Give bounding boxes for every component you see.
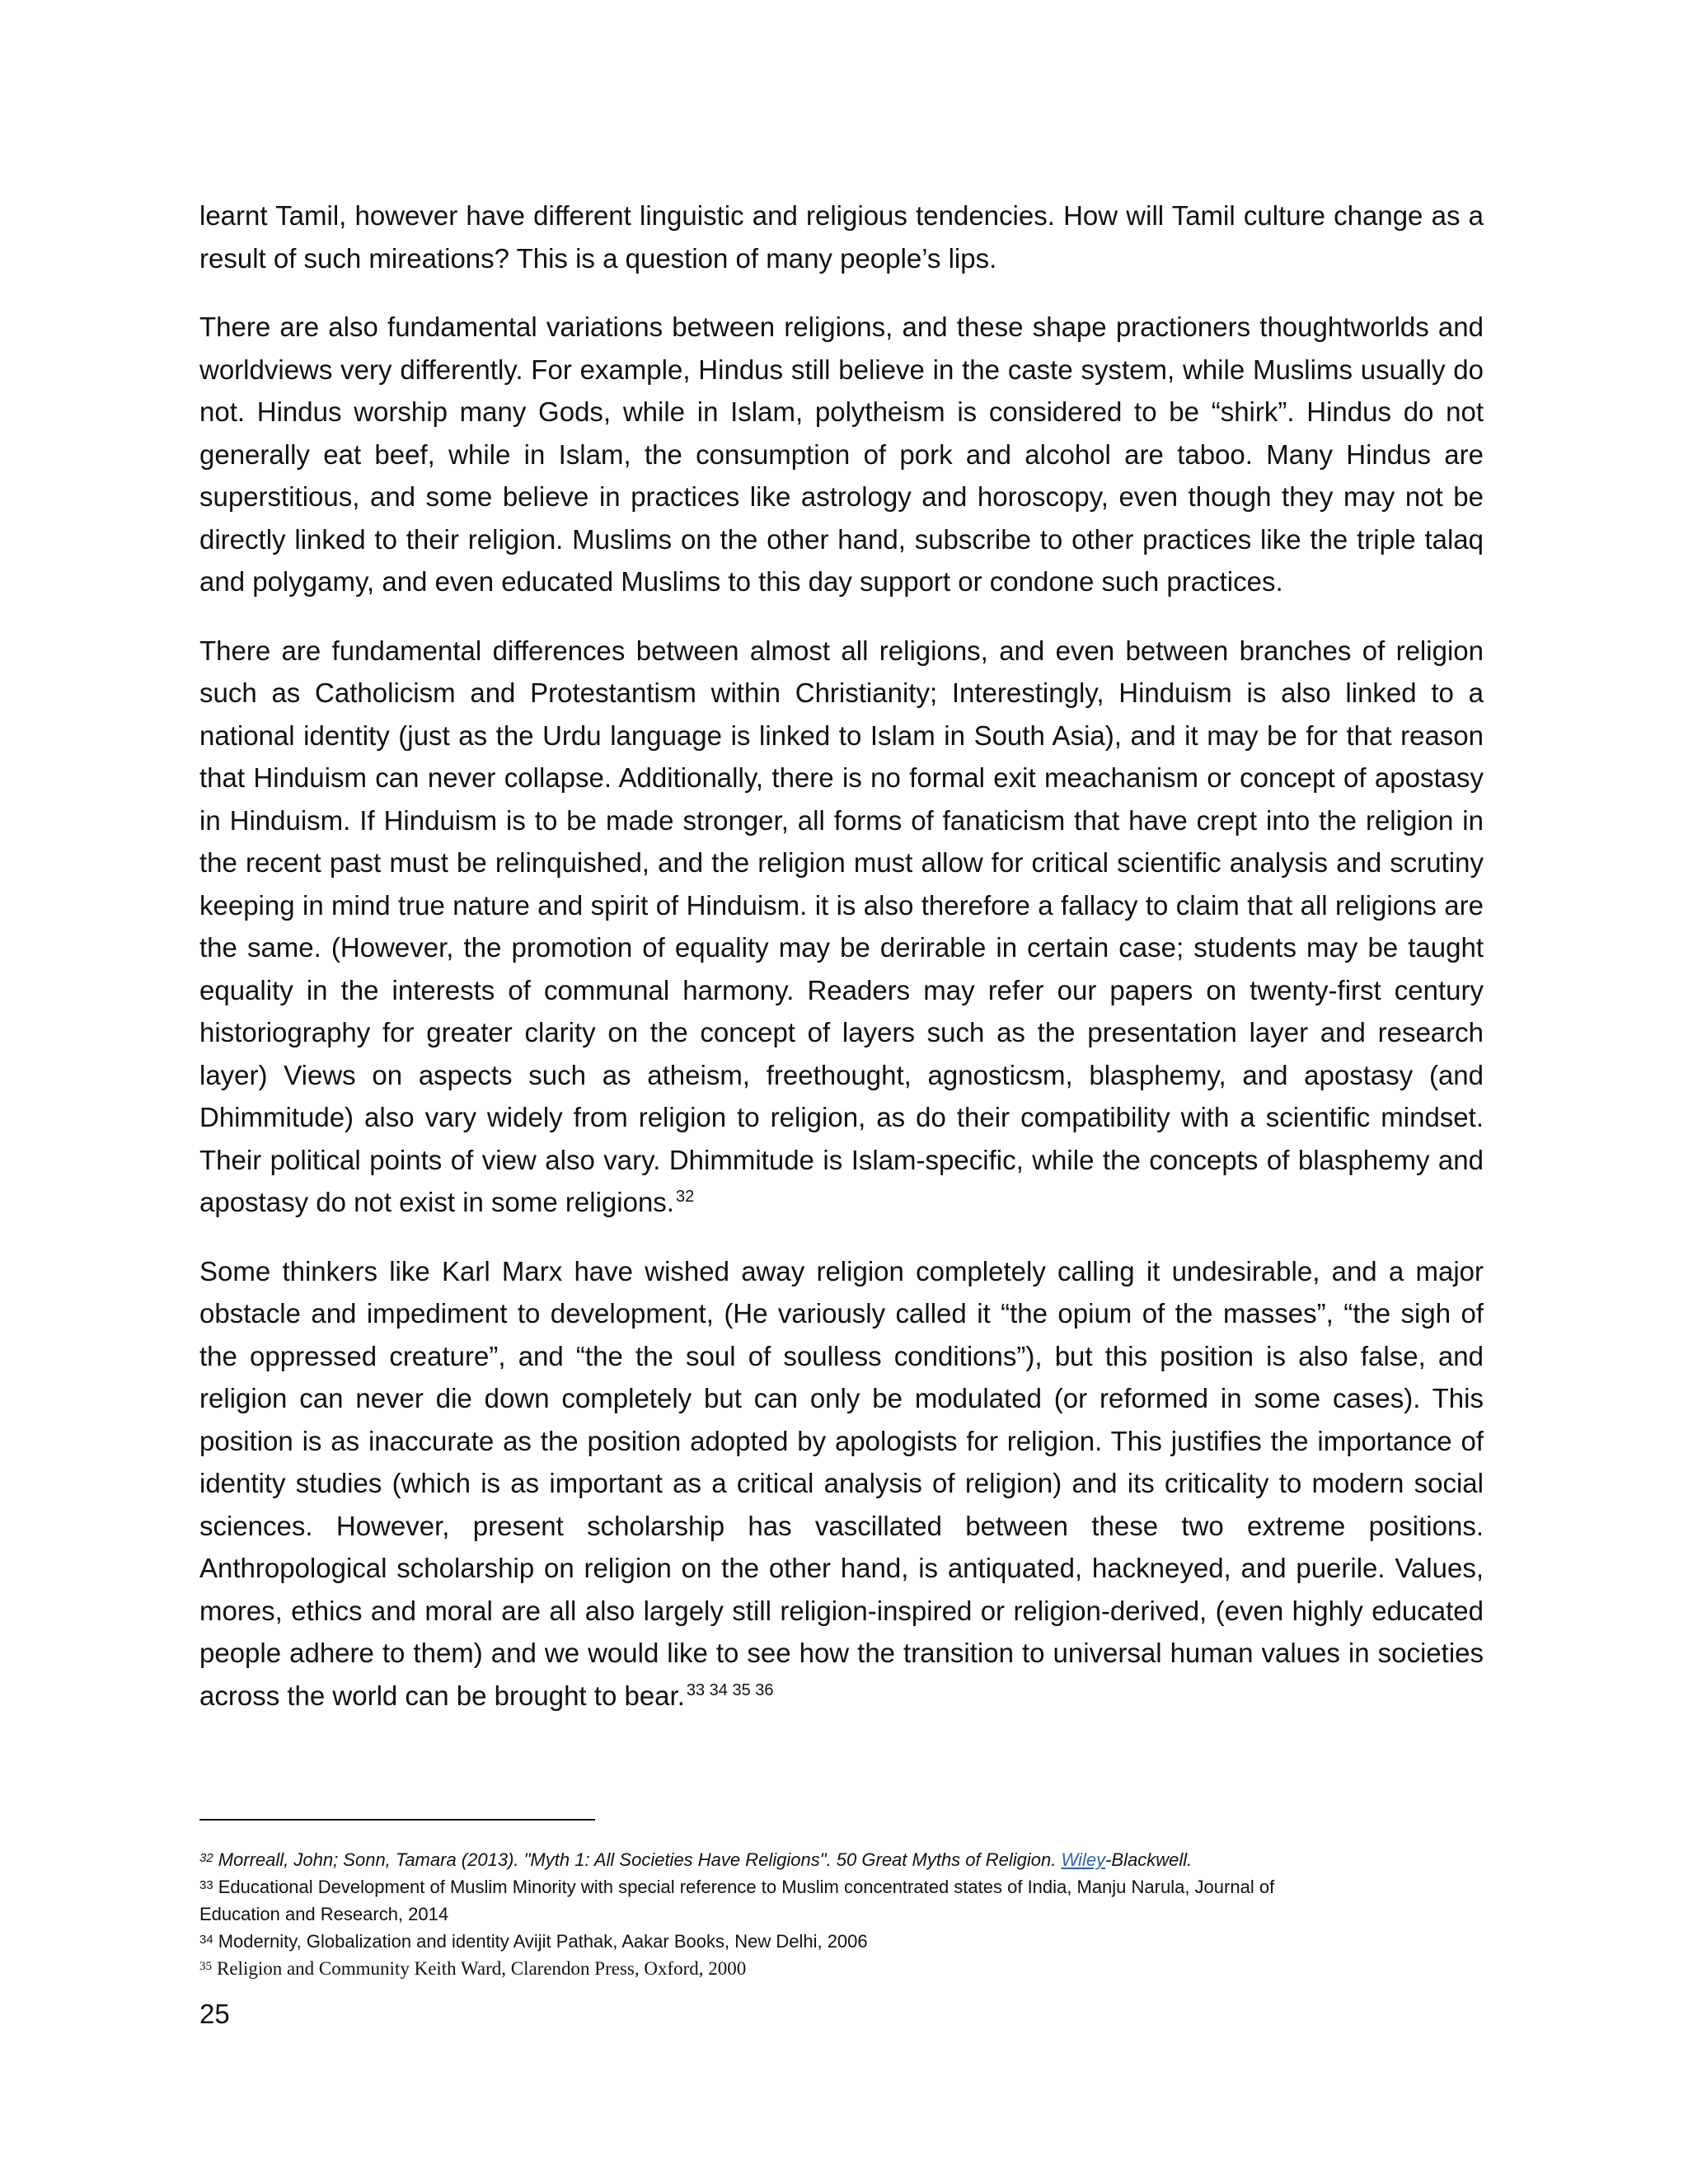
paragraph-1 [199, 194, 1484, 279]
footnote-number: 33 [199, 1878, 213, 1892]
body-text [199, 194, 1484, 1743]
footnote-number: 34 [199, 1933, 213, 1947]
footnote-number: 32 [199, 1851, 213, 1865]
footnote-35-text: Religion and Community Keith Ward, Clarendon Press, Oxford, 2000 [217, 1958, 747, 1979]
footnotes [199, 1846, 1484, 1982]
footnote-number: 35 [199, 1960, 212, 1973]
paragraph-2-text: There are also fundamental variations between religions, and these shape practioners thoughtworlds and worldviews very differently. For example, Hindus still believe in the caste system, while Muslims usually do not. Hindus worship many Gods, while in Islam, polytheism is considered to be “shirk”. Hindus do not generally eat beef, while in Islam, the consumption of pork and alcohol are taboo. Many Hindus are superstitious, and some believe in practices like astrology and horoscopy, even though they may not be directly linked to their religion. Muslims on the other hand, subscribe to other practices like the triple talaq and polygamy, and even educated Muslims to this day support or condone such practices. [199, 312, 1484, 597]
footnote-33-text: Educational Development of Muslim Minority with special reference to Muslim concentrated states of India, Manju Narula, Journal of [218, 1877, 1275, 1897]
paragraph-1-text: learnt Tamil, however have different linguistic and religious tendencies. How will Tamil culture change as a result of such mireations? This is a question of many people’s lips. [199, 200, 1484, 274]
footnote-32-text-end: -Blackwell. [1105, 1849, 1193, 1870]
footnote-33 [199, 1873, 1484, 1928]
wiley-link[interactable]: Wiley [1061, 1849, 1106, 1870]
footnote-ref-33-36[interactable]: 33 34 35 36 [686, 1680, 774, 1699]
paragraph-4-text: Some thinkers like Karl Marx have wished away religion completely calling it undesirable, and a major obstacle and impediment to development, (He variously called it “the opium of the masses”, “the sigh of the oppressed creature”, and “the the soul of soulless conditions”), but this position is also false, and religion can never die down completely but can only be modulated (or reformed in some cases). This position is as inaccurate as the position adopted by apologists for religion. This justifies the importance of identity studies (which is as important as a critical analysis of religion) and its criticality to modern social sciences. However, present scholarship has vascillated between these two extreme positions. Anthropological scholarship on religion on the other hand, is antiquated, hackneyed, and puerile. Values, mores, ethics and moral are all also largely still religion-inspired or religion-derived, (even highly educated people adhere to them) and we would like to see how the transition to universal human values in societies across the world can be brought to bear. [199, 1255, 1484, 1711]
footnote-34 [199, 1928, 1484, 1955]
paragraph-2 [199, 306, 1484, 603]
footnote-32 [199, 1846, 1484, 1873]
footnote-32-text: Morreall, John; Sonn, Tamara (2013). "Myth 1: All Societies Have Religions". 50 Great Myths of Religion. [218, 1849, 1062, 1870]
page-number: 25 [199, 1999, 230, 2029]
footnote-35 [199, 1955, 1484, 1982]
footnote-ref-32[interactable]: 32 [675, 1188, 695, 1206]
paragraph-4 [199, 1250, 1484, 1718]
footnote-34-text: Modernity, Globalization and identity Avijit Pathak, Aakar Books, New Delhi, 2006 [218, 1931, 868, 1952]
paragraph-3-text: There are fundamental differences between almost all religions, and even between branches of religion such as Catholicism and Protestantism within Christianity; Interestingly, Hinduism is also linked to a national identity (just as the Urdu language is linked to Islam in South Asia), and it may be for that reason that Hinduism can never collapse. Additionally, there is no formal exit meachanism or concept of apostasy in Hinduism. If Hinduism is to be made stronger, all forms of fanaticism that have crept into the religion in the recent past must be relinquished, and the religion must allow for critical scientific analysis and scrutiny keeping in mind true nature and spirit of Hinduism. it is also therefore a fallacy to claim that all religions are the same. (However, the promotion of equality may be derirable in certain case; students may be taught equality in the interests of communal harmony. Readers may refer our papers on twenty-first century historiography for greater clarity on the concept of layers such as the presentation layer and research layer) Views on aspects such as atheism, freethought, agnosticsm, blasphemy, and apostasy (and Dhimmitude) also vary widely from religion to religion, as do their compatibility with a scientific mindset. Their political points of view also vary. Dhimmitude is Islam-specific, while the concepts of blasphemy and apostasy do not exist in some religions. [199, 635, 1484, 1217]
footnote-separator [199, 1819, 595, 1821]
paragraph-3 [199, 630, 1484, 1224]
footnote-33-text-cont: Education and Research, 2014 [199, 1904, 449, 1924]
